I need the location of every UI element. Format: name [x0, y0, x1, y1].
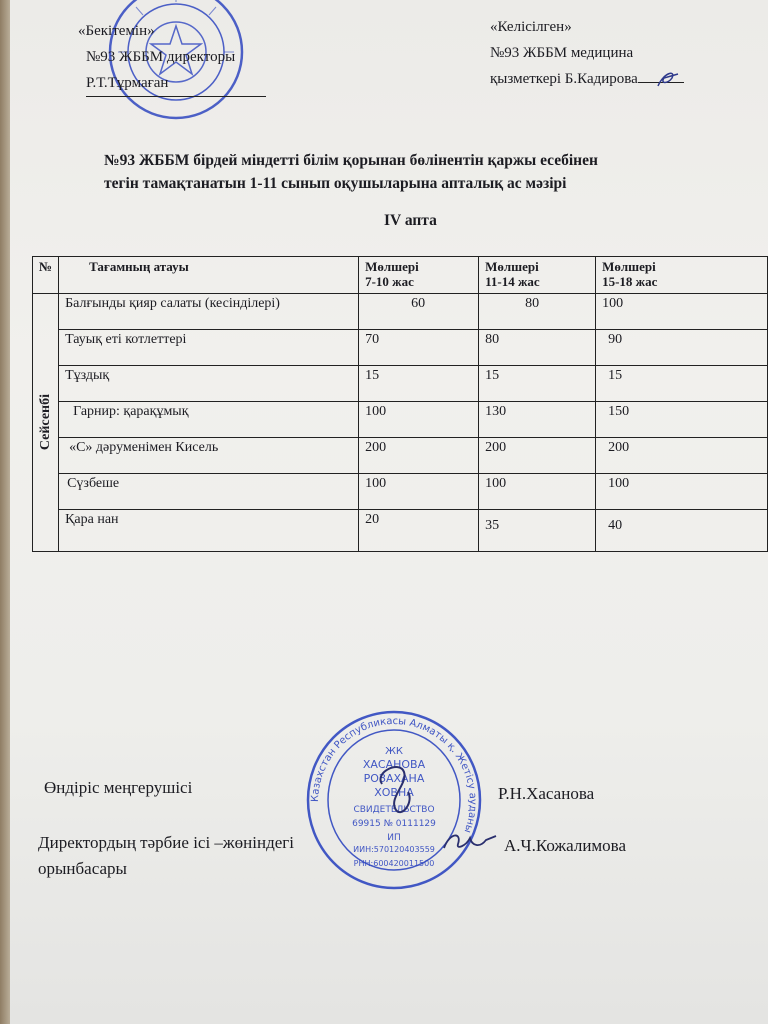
table-row: [33, 366, 768, 402]
dish-name: «С» дәруменімен Кисель: [59, 438, 359, 474]
week-label: IV апта: [384, 212, 437, 229]
amount-11-14: 200: [479, 438, 596, 474]
production-manager-role: Өндіріс меңгерушісі: [44, 778, 193, 797]
document-title: [104, 149, 598, 195]
svg-text:РОЗАХАНА: РОЗАХАНА: [363, 772, 425, 785]
agree-block: [490, 14, 684, 92]
amount-15-18: 150: [596, 402, 768, 438]
day-label: Сейсенбі: [37, 394, 53, 451]
agree-line1: №93 ЖББМ медицина: [490, 45, 634, 61]
deputy-director-role: Директордың тәрбие ісі –жөніндегі орынбасары: [38, 833, 294, 878]
amount-15-18: 90: [596, 330, 768, 366]
amount-7-10: 15: [359, 366, 479, 402]
approve-block: [78, 18, 266, 97]
amount-7-10: 70: [359, 330, 479, 366]
svg-text:РНН:600420011500: РНН:600420011500: [353, 859, 435, 868]
menu-header-row: [33, 257, 768, 294]
production-manager-name: Р.Н.Хасанова: [498, 784, 595, 803]
amount-15-18: 100: [596, 474, 768, 510]
table-row: [33, 402, 768, 438]
menu-table: [32, 256, 768, 552]
header-num: №: [33, 257, 59, 294]
approve-line1: №93 ЖББМ директоры: [86, 49, 236, 65]
title-line2: тегін тамақтанатын 1-11 сынып оқушыларына апталық ас мәзірі: [104, 175, 567, 192]
amount-15-18: 100: [596, 294, 768, 330]
svg-text:СВИДЕТЕЛЬСТВО: СВИДЕТЕЛЬСТВО: [353, 805, 435, 815]
amount-11-14: 15: [479, 366, 596, 402]
amount-15-18: 40: [596, 510, 768, 552]
header-amount-7-10: Мөлшері 7-10 жас: [359, 257, 479, 294]
table-row: [33, 330, 768, 366]
approve-line2: Р.Т.Тұрмаған: [86, 70, 266, 97]
svg-text:ХОВНА: ХОВНА: [374, 786, 414, 799]
dish-name: Балғынды қияр салаты (кесінділері): [59, 294, 359, 330]
svg-text:ИП: ИП: [387, 833, 401, 843]
day-cell: [33, 294, 59, 552]
approve-heading: «Бекітемін»: [78, 23, 155, 39]
amount-11-14: 80: [479, 294, 596, 330]
table-row: [33, 438, 768, 474]
amount-7-10: 100: [359, 402, 479, 438]
amount-15-18: 200: [596, 438, 768, 474]
dish-name: Қара нан: [59, 510, 359, 552]
amount-11-14: 130: [479, 402, 596, 438]
agree-line2: қызметкері Б.Кадирова: [490, 66, 684, 92]
header-amount-11-14: Мөлшері 11-14 жас: [479, 257, 596, 294]
dish-name: Сүзбеше: [59, 474, 359, 510]
svg-text:69915 № 0111129: 69915 № 0111129: [352, 819, 436, 829]
title-line1: №93 ЖББМ бірдей міндетті білім қорынан бөлінентін қаржы есебінен: [104, 152, 598, 169]
amount-7-10: 200: [359, 438, 479, 474]
svg-text:ХАСАНОВА: ХАСАНОВА: [362, 758, 426, 771]
table-row: [33, 474, 768, 510]
amount-11-14: 80: [479, 330, 596, 366]
amount-7-10: 60: [359, 294, 479, 330]
svg-text:Казахстан Республикасы Алматы: Казахстан Республикасы Алматы қ. Жетісу ауданы: [309, 715, 479, 835]
dish-name: Гарнир: қарақұмық: [59, 402, 359, 438]
svg-text:ИИН:570120403559: ИИН:570120403559: [353, 845, 435, 854]
header-amount-15-18: Мөлшері 15-18 жас: [596, 257, 768, 294]
table-row: [33, 510, 768, 552]
official-stamp-icon: [304, 702, 484, 892]
amount-11-14: 100: [479, 474, 596, 510]
deputy-signature-icon: [440, 826, 500, 856]
dish-name: Тұздық: [59, 366, 359, 402]
amount-7-10: 100: [359, 474, 479, 510]
header-dish-name: Тағамның атауы: [59, 257, 359, 294]
table-row: [33, 294, 768, 330]
nurse-signature-icon: [652, 68, 682, 90]
amount-11-14: 35: [479, 510, 596, 552]
deputy-director-name: А.Ч.Кожалимова: [504, 836, 627, 855]
agree-heading: «Келісілген»: [490, 19, 572, 35]
amount-15-18: 15: [596, 366, 768, 402]
desk-edge: [0, 0, 10, 1024]
svg-text:ЖК: ЖК: [385, 746, 403, 757]
amount-7-10: 20: [359, 510, 479, 552]
dish-name: Тауық еті котлеттері: [59, 330, 359, 366]
